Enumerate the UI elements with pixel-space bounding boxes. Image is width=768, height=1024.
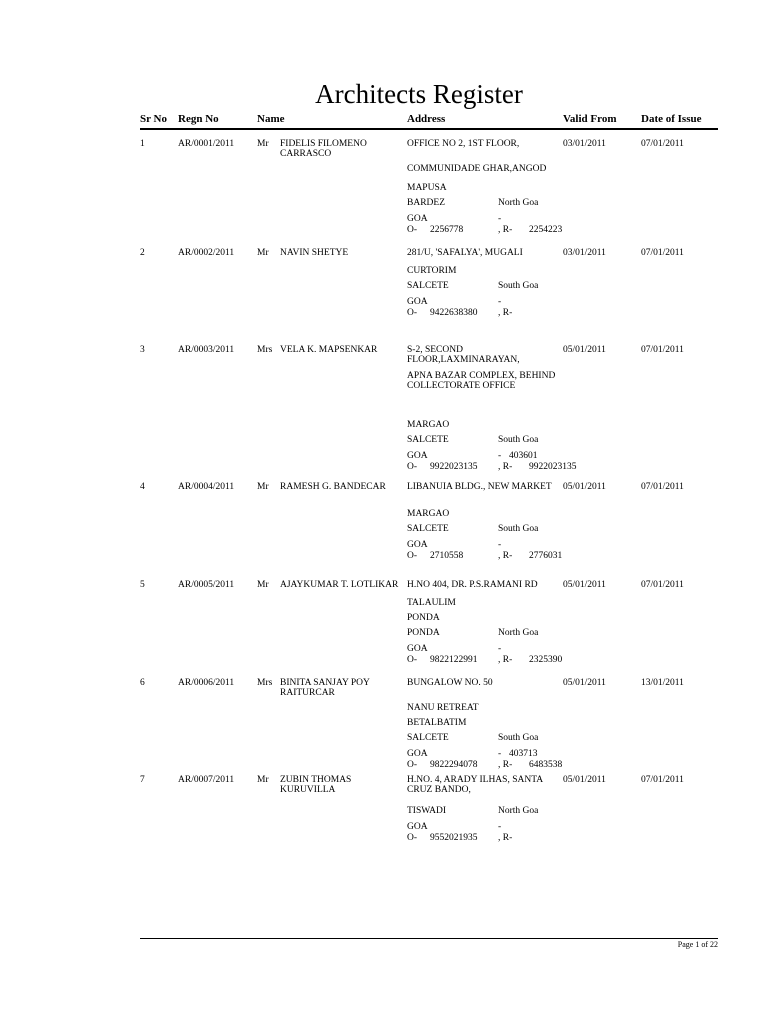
record-valid-from: 03/01/2011	[563, 139, 606, 149]
record-regn-no: AR/0006/2011	[178, 678, 235, 688]
record-sr-no: 6	[140, 678, 145, 688]
record-sr-no: 4	[140, 482, 145, 492]
record-address-line: APNA BAZAR COMPLEX, BEHIND COLLECTORATE OFFICE	[407, 371, 556, 391]
record-office-label: O-	[407, 655, 418, 665]
record-name: AJAYKUMAR T. LOTLIKAR	[280, 580, 399, 590]
record-valid-from: 05/01/2011	[563, 775, 606, 785]
record-res-label: , R-	[498, 833, 513, 843]
record-district: South Goa	[498, 733, 539, 743]
record-valid-from: 03/01/2011	[563, 248, 606, 258]
record-address-line: BETALBATIM	[407, 718, 467, 728]
record-date-of-issue: 07/01/2011	[641, 139, 684, 149]
record-state: GOA	[407, 749, 428, 759]
record-date-of-issue: 07/01/2011	[641, 775, 684, 785]
record-res-phone: 9922023135	[529, 462, 577, 472]
record-res-phone: 2325390	[529, 655, 563, 665]
record-salutation: Mr	[257, 580, 269, 590]
record-regn-no: AR/0003/2011	[178, 345, 235, 355]
record-state: GOA	[407, 822, 428, 832]
record-dash: -	[498, 540, 502, 550]
record-office-label: O-	[407, 462, 418, 472]
record-salutation: Mrs	[257, 678, 273, 688]
record-res-phone: 6483538	[529, 760, 563, 770]
record-address-line: MAPUSA	[407, 183, 447, 193]
record-dash: -	[498, 214, 502, 224]
record-res-label: , R-	[498, 551, 513, 561]
record-res-label: , R-	[498, 308, 513, 318]
record-salutation: Mr	[257, 482, 269, 492]
record-valid-from: 05/01/2011	[563, 482, 606, 492]
record-salutation: Mr	[257, 775, 269, 785]
record-name: ZUBIN THOMAS KURUVILLA	[280, 775, 352, 795]
record-name: RAMESH G. BANDECAR	[280, 482, 386, 492]
record-address-line: S-2, SECOND FLOOR,LAXMINARAYAN,	[407, 345, 520, 365]
record-pincode: 403713	[509, 749, 538, 759]
record-address-line: TALAULIM	[407, 598, 456, 608]
record-address-line: COMMUNIDADE GHAR,ANGOD	[407, 164, 547, 174]
record-date-of-issue: 07/01/2011	[641, 482, 684, 492]
record-name: BINITA SANJAY POY RAITURCAR	[280, 678, 370, 698]
record-office-label: O-	[407, 308, 418, 318]
record-address-line: CURTORIM	[407, 266, 457, 276]
record-address-line: MARGAO	[407, 420, 450, 430]
header-valid-from: Valid From	[563, 113, 617, 125]
record-res-phone: 2776031	[529, 551, 563, 561]
record-salutation: Mr	[257, 139, 269, 149]
record-sr-no: 5	[140, 580, 145, 590]
record-address-line: PONDA	[407, 613, 440, 623]
record-regn-no: AR/0007/2011	[178, 775, 235, 785]
record-state: GOA	[407, 451, 428, 461]
page-title: Architects Register	[315, 79, 523, 109]
record-address-line: MARGAO	[407, 509, 450, 519]
record-dash: -	[498, 644, 502, 654]
record-sr-no: 1	[140, 139, 145, 149]
record-taluka: SALCETE	[407, 435, 449, 445]
record-name: FIDELIS FILOMENO CARRASCO	[280, 139, 367, 159]
record-taluka: PONDA	[407, 628, 440, 638]
record-office-label: O-	[407, 225, 418, 235]
record-office-label: O-	[407, 760, 418, 770]
record-address-line: H.NO. 4, ARADY ILHAS, SANTA CRUZ BANDO,	[407, 775, 543, 795]
record-address-line: 281/U, 'SAFALYA', MUGALI	[407, 248, 523, 258]
record-date-of-issue: 13/01/2011	[641, 678, 684, 688]
record-address-line: OFFICE NO 2, 1ST FLOOR,	[407, 139, 520, 149]
record-taluka: BARDEZ	[407, 198, 445, 208]
footer-rule	[140, 938, 718, 939]
record-state: GOA	[407, 540, 428, 550]
record-date-of-issue: 07/01/2011	[641, 580, 684, 590]
record-dash: -	[498, 749, 502, 759]
record-office-phone: 9552021935	[430, 833, 478, 843]
header-rule	[140, 128, 718, 130]
record-regn-no: AR/0004/2011	[178, 482, 235, 492]
record-dash: -	[498, 297, 502, 307]
record-name: NAVIN SHETYE	[280, 248, 349, 258]
record-salutation: Mr	[257, 248, 269, 258]
record-state: GOA	[407, 214, 428, 224]
page-number: Page 1 of 22	[677, 940, 718, 949]
record-salutation: Mrs	[257, 345, 273, 355]
record-state: GOA	[407, 644, 428, 654]
record-address-line: BUNGALOW NO. 50	[407, 678, 493, 688]
record-dash: -	[498, 822, 502, 832]
record-office-label: O-	[407, 551, 418, 561]
record-res-label: , R-	[498, 760, 513, 770]
record-district: South Goa	[498, 524, 539, 534]
record-res-phone: 2254223	[529, 225, 563, 235]
record-regn-no: AR/0001/2011	[178, 139, 235, 149]
record-office-phone: 9922023135	[430, 462, 478, 472]
record-address-line: LIBANUIA BLDG., NEW MARKET	[407, 482, 552, 492]
record-pincode: 403601	[509, 451, 538, 461]
record-regn-no: AR/0005/2011	[178, 580, 235, 590]
record-valid-from: 05/01/2011	[563, 345, 606, 355]
record-res-label: , R-	[498, 225, 513, 235]
record-date-of-issue: 07/01/2011	[641, 345, 684, 355]
record-taluka: SALCETE	[407, 281, 449, 291]
header-regn-no: Regn No	[178, 113, 219, 125]
record-res-label: , R-	[498, 655, 513, 665]
header-date-of-issue: Date of Issue	[641, 113, 702, 125]
header-name: Name	[257, 113, 285, 125]
record-date-of-issue: 07/01/2011	[641, 248, 684, 258]
record-taluka: SALCETE	[407, 733, 449, 743]
record-office-phone: 9422638380	[430, 308, 478, 318]
record-taluka: SALCETE	[407, 524, 449, 534]
record-valid-from: 05/01/2011	[563, 678, 606, 688]
record-district: South Goa	[498, 281, 539, 291]
record-address-line: NANU RETREAT	[407, 703, 479, 713]
record-office-phone: 9822122991	[430, 655, 478, 665]
record-district: North Goa	[498, 198, 539, 208]
record-taluka: TISWADI	[407, 806, 447, 816]
record-regn-no: AR/0002/2011	[178, 248, 235, 258]
record-sr-no: 7	[140, 775, 145, 785]
record-valid-from: 05/01/2011	[563, 580, 606, 590]
record-district: North Goa	[498, 628, 539, 638]
header-sr-no: Sr No	[140, 113, 167, 125]
record-name: VELA K. MAPSENKAR	[280, 345, 378, 355]
record-district: North Goa	[498, 806, 539, 816]
record-office-phone: 9822294078	[430, 760, 478, 770]
record-sr-no: 3	[140, 345, 145, 355]
record-sr-no: 2	[140, 248, 145, 258]
record-office-label: O-	[407, 833, 418, 843]
record-state: GOA	[407, 297, 428, 307]
record-office-phone: 2710558	[430, 551, 464, 561]
header-address: Address	[407, 113, 446, 125]
record-district: South Goa	[498, 435, 539, 445]
record-office-phone: 2256778	[430, 225, 464, 235]
record-res-label: , R-	[498, 462, 513, 472]
record-address-line: H.NO 404, DR. P.S.RAMANI RD	[407, 580, 538, 590]
record-dash: -	[498, 451, 502, 461]
